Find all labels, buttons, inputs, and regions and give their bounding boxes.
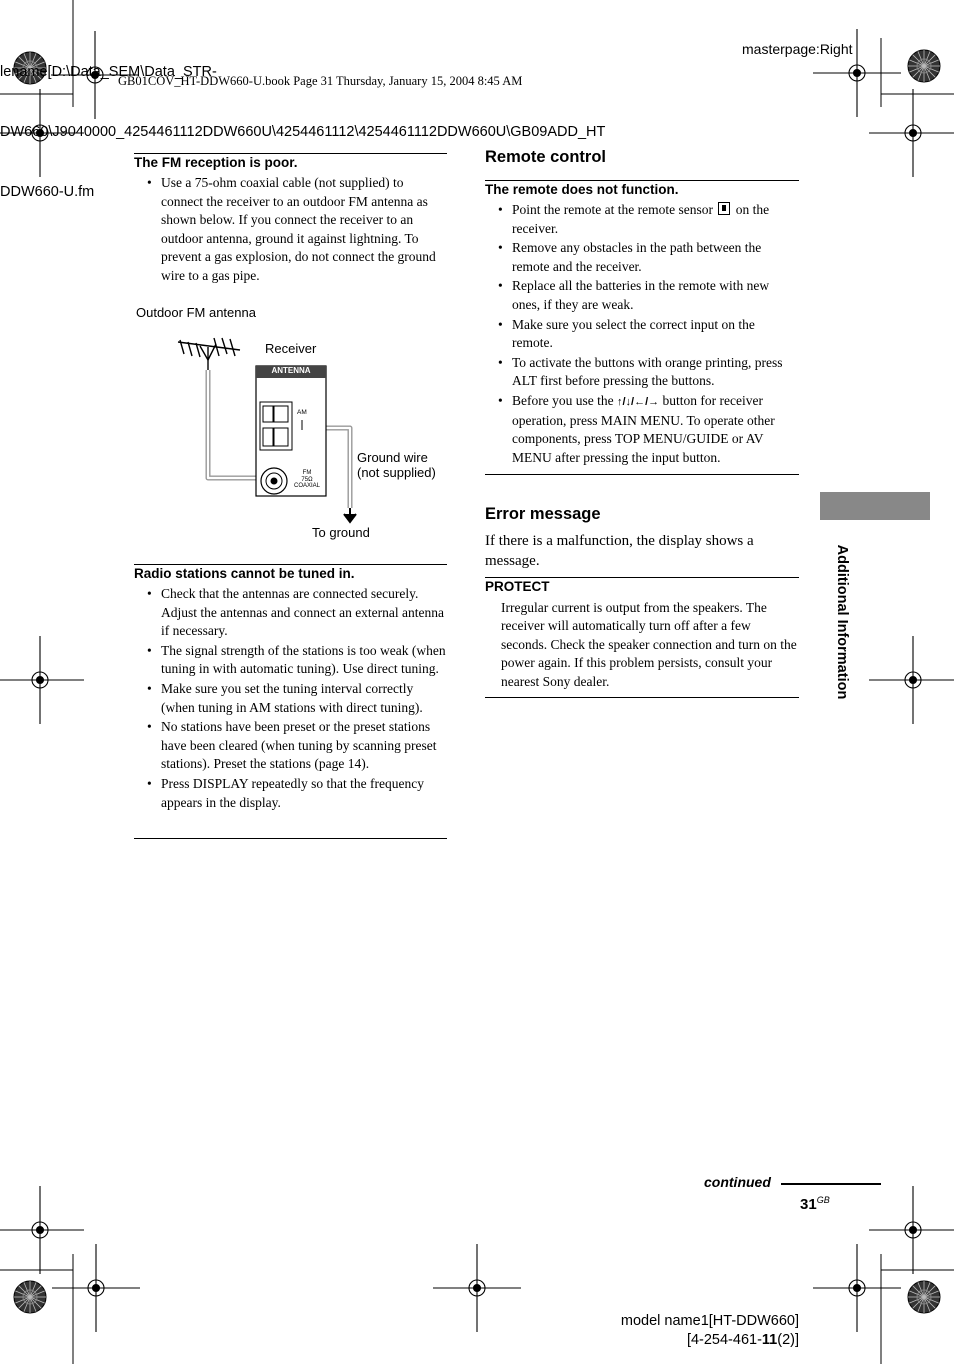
remote-sensor-icon [718,202,730,215]
remote-item-last-before: Before you use the [512,392,617,408]
remote-item-last-after: button for receiver operation, press MAIN MENU. To operate other components, press TOP MENU/GUIDE or AV MENU after pressing the input button. [512,392,775,465]
error-intro: If there is a malfunction, the display shows a message. [485,533,754,569]
list-item: • Press DISPLAY repeatedly so that the frequency appears in the display. [134,775,447,812]
model-line-2-before: [4-254-461- [686,1332,762,1348]
radio-section-rule [134,564,447,565]
list-item: • Check that the antennas are connected securely. Adjust the antennas and connect an external antenna if necessary. [134,585,447,641]
fm-coaxial-label: COAXIAL [293,483,320,489]
list-item: • The signal strength of the stations is too weak (when tuning in with automatic tuning). Use direct tuning. [134,642,447,679]
antenna-panel-header: ANTENNA [271,366,311,375]
remote-list [485,201,799,468]
file-path-line-1: lename[D:\Data_SEM\Data_STR- [0,64,217,80]
section-tab-bar [820,492,930,520]
fm-reception-list [134,174,447,287]
error-message-title: Error message [485,505,601,523]
model-info [560,1312,799,1350]
remote-heading: The remote does not function. [485,182,679,197]
list-item [485,392,799,467]
remote-item-1-after: on the receiver. [512,202,770,236]
fm-label: FM [302,470,312,476]
list-item: • Replace all the batteries in the remote with new ones, if they are weak. [485,277,799,314]
file-path-line-3: DDW660-U.fm [0,184,95,200]
remote-control-title: Remote control [485,148,607,166]
fm-reception-heading: The FM reception is poor. [134,155,298,170]
remote-section-end-rule [485,474,799,475]
page-number-suffix: GB [816,1195,830,1205]
list-item: • Make sure you set the tuning interval correctly (when tuning in AM stations with direct tuning). [134,680,447,717]
fm-section-rule [134,153,447,154]
list-item: • Use a 75-ohm coaxial cable (not supplied) to connect the receiver to an outdoor FM antenna as shown below. If you connect the receiver to an outdoor antenna, ground it against lightning. To prevent a gas explosion, do not connect the ground wire to a gas pipe. [134,174,447,286]
ground-wire-line-1: Ground wire [357,450,428,465]
list-item: • Remove any obstacles in the path between the remote and the receiver. [485,239,799,276]
antenna-connection-diagram [170,330,370,530]
ground-wire-line-2: (not supplied) [357,465,436,480]
remote-section-rule [485,180,799,181]
model-line-2-bold: 11 [761,1332,778,1348]
model-line-2-after: (2)] [777,1332,799,1348]
fm-terminal-label [293,470,321,490]
remote-item-1-before: Point the remote at the remote sensor [512,202,717,217]
list-item: • Make sure you select the correct input on the remote. [485,316,799,353]
book-info: GB01COV_HT-DDW660-U.book Page 31 Thursday, January 15, 2004 8:45 AM [118,74,523,88]
section-tab-label: Additional Information [834,544,850,700]
ground-symbol-icon [344,508,356,522]
list-item: • To activate the buttons with orange printing, press ALT first before pressing the buttons. [485,354,799,391]
fm-impedance-label: 75Ω [301,476,313,483]
protect-heading: PROTECT [485,579,550,594]
outdoor-antenna-label: Outdoor FM antenna [136,305,256,320]
masterpage-label: masterpage:Right [742,41,853,57]
ground-wire-label [357,450,436,480]
to-ground-label: To ground [312,525,370,540]
arrow-buttons-icon: ↑/↓/←/→ [616,395,660,408]
continued-label: continued [704,1174,771,1190]
radio-section-end-rule [134,838,447,839]
file-path-line-2: DW660\J9040000_4254461112DDW660U\4254461112\4254461112DDW660U\GB09ADD_HT [0,124,606,140]
radio-stations-heading: Radio stations cannot be tuned in. [134,566,355,581]
protect-section-end-rule [485,697,799,698]
list-item [485,201,799,238]
am-terminal-label: AM [297,409,307,416]
page-number [800,1195,830,1213]
continued-rule [781,1183,881,1185]
antenna-icon [178,338,240,370]
page-number-value: 31 [800,1196,817,1213]
radio-stations-list [134,585,447,813]
protect-text: Irregular current is output from the speakers. The receiver will automatically turn off after a few seconds. Check the speaker connection and turn on the power again. If this problem persists, consult your nearest Sony dealer. [501,600,797,689]
model-line-1: model name1[HT-DDW660] [620,1313,799,1329]
receiver-label: Receiver [265,341,317,356]
list-item: • No stations have been preset or the preset stations have been cleared (when tuning by scanning preset stations). Preset the stations (page 14). [134,718,447,774]
protect-section-rule [485,577,799,578]
model-line-2 [560,1331,799,1350]
